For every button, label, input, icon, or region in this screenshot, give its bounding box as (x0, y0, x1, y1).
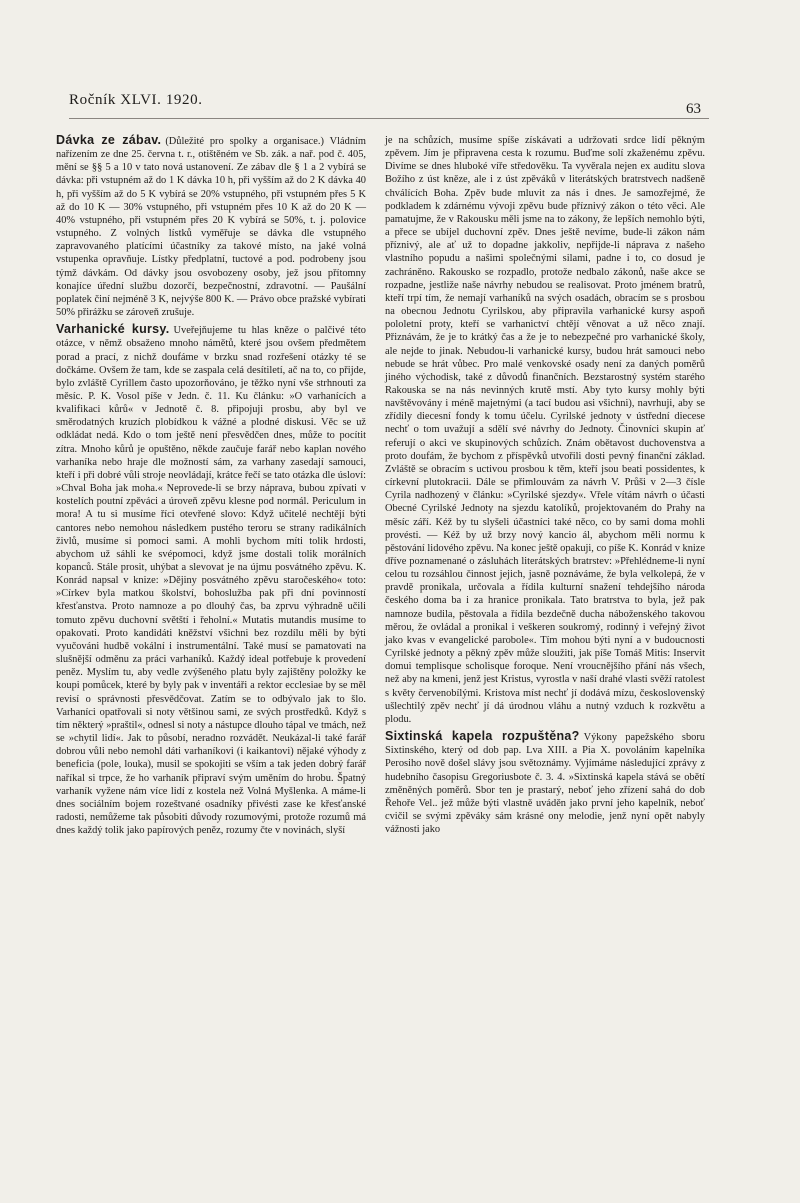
left-column (56, 134, 366, 837)
article-body: Uveřejňujeme tu hlas kněze o palčivé této otázce, v němž obsaženo mnoho námětů, které jsou ovšem předmětem porad a prací, z nichž doufáme v brzku snad rozřešení otázky té se dočkáme. Ovšem že tam, kde se zaspala celá desítiletí, ač na to, co přijde, bylo zvláště Cyrillem často upozorňováno, je těžko nyní vše strhnouti za měsíc. P. K. Vosol píše v Jedn. č. 11. Ku článku: »O varhanících a kvalifikaci kůrů« v Jednotě č. 8. připojuji prosbu, aby byl ve směrodatných kruzích plobídkou k vážné a plodné diskusi. Věc se už odkládat nedá. Kdo o tom ještě není přesvědčen dnes, může to pocítit zítra. Mnoho kůrů je opuštěno, někde zaučuje farář nebo kaplan nového varhaníka nebo hraje dle možností sám, za varhany zasedají samouci, kteří i při dobré vůli stroje neovládají, krátce řečí se tato otázka dle úsloví: »Chval Boha jak moha.« Neprovede-li se brzy náprava, bubou zpívati v kostelích poutní zpěváci a úroveň zpěvu klesne pod normál. Periculum in mora! A tu si musíme říci otevřené slovo: Když učitelé nechtějí býti cantores nebo nemohou následkem pustého teroru se strany radikálních živlů, musíme si pomoci sami. A mohli bychom míti tolik hrdosti, abychom už sáhli ke svépomoci, když jsme dostali tolik morálních kopanců. Stále prosit, uhýbat a slevovat je na újmu posvátného zpěvu. K. Konrád napsal v knize: »Dějiny posvátného zpěvu staročeského« toto: »Církev byla matkou školství, bohoslužba pak při dní povinností křesťanstva. Proto namnoze a po dlouhý čas, ba zprvu výhradně učili tomuto zpěvu duchovní světští i řeholní.« Mutatis mutandis musíme to opakovati. Proto kandidáti kněžství všichni bez rozdílu měli by býti vyučováni hudbě vokální i instrumentální. Také musí se pamatovati na slušnější odměnu za práci varhaníků. Každý ideal potřebuje k provedení peněz. Myslím tu, aby vedle zvýšeného platu byly zajištěny položky ke koupi pomůcek, které by byly pak v inventáři a rektor ecclesiae by se měl revisí o správnosti přesvědčovat. Zatím se to odbývalo jak to šlo. Varhaníci opatřovali si noty většinou sami, ze svých prostředků. Když s tím některý »praštil«, odnesl si noty a nástupce dlouho tápal ve tmách, než se »chytil lidí«. Jak to působí, neradno rozvádět. Neukázal-li také farář dobrou vůli nebo nemohl dáti varhaníkovi (i kaikantovi) nějaké výhody z beneficia (pole, louka), musil se spokojiti se vším a tak jeden dobrý farář naříkal si trpce, že ho varhaník připraví svým uměním do hrobu. Špatný varhaník vyžene nám více lidí z kostela než Volná Myšlenka. A máme-li dnes sociálním bojem rozeštvané osadníky přivésti zase ke křesťanské radosti, nemůžeme tak působiti důvody rozumovými, protože rozumů má dnes každý tolik jako papírových peněz, rozumy čte v novinách, slyší (56, 325, 366, 837)
article-continuation (385, 134, 705, 726)
article-body: je na schůzích, musíme spíše získávati a udržovati srdce lidí pěkným zpěvem. Jím je připravena cesta k rozumu. Buďme solí zkaženému zpěvu. Divíme se dnes hluboké víře středověku. Ta vyvěrala nejen ex auditu slova Božího z úst kněze, ale i z úst zpěváků v literátských bratrstvech nadšeně chválících Boha. Zpěv bude mluvit za nás i dnes. Je samozřejmé, že podkladem k zdárnému vývoji zpěvu bude příznivý zákon o této věci. Ale pamatujme, že v Rakousku měli jsme na to zákony, že lepších nemohlo býti, a přece se ubíjel duchovní zpěv. Dnes ještě nevíme, bude-li zákon nám příznivý, ale ať už to dopadne jakkoliv, nepřijde-li náprava z našeho vlastního popudu a našimi společnými silami, padne i to, co dosud je zachráněno. Rakousko se rozpadlo, protože nedbalo zákonů, naše akce se rozpadne, jestliže naše návrhy nebudou se realisovat. Proto jménem bratrů, kteří trpí tím, že nemají varhaníků na svých osadách, obracím se s prosbou na obecnou Jednotu Cyrilskou, aby připravila varhanické kursy aspoň pololetní proty, kteří se varhanictví chtějí věnovat a už něco znají. Přiznávám, že je to krátký čas a že je to nebezpečné pro varhanické školy, ale nejde to jinak. Nebudou-li varhanické kursy, budou hrát samouci nebo nebude se hrát vůbec. Pro malé venkovské osady není za daných poměrů jiného východisk, také z důvodů finančních. Bezstarostný systém starého Rakouska se na nás nevinných krutě mstí. Aby tyto kursy mohly býti navštěvovány i méně majetnými (a tací budou asi všichni), navrhuji, aby se zřídily diecesní fondy k tomu účelu. Cyrilské jednoty v ústřední diecese nechť o tom uvažují a sdělí své návrhy do Jednoty. Činovníci skupin ať referují o akci ve skupinových schůzích. Znám obětavost duchovenstva a proto doufám, že bychom z příspěvků utvořili dosti pevný finanční základ. Zvláště se obracím s uctivou prosbou k těm, kteří jsou beati possidentes, k církevní plutokracii. Dále se přimlouvám za návrh V. Průši v 2—3 čísle Cyrila nadhozený v článku: »Cyrilské sjezdy«. Vřele vítám návrh o účasti Obecné Cyrilské Jednoty na sjezdu katolíků, projektovaném do Prahy na měsíc září. Kéž by tu slyšeli účastníci také něco, co by sami doma mohli provésti. — Kéž by už brzy nový kancio ál, abychom měli normu k pěstování lidového zpěvu. Na konec ještě opakuji, co píše K. Konrád v knize dříve poznamenané o zásluhách literátských bratrstev: »Přehlédneme-li nyní celou tu rozsáhlou činnost jejich, jasně poznáváme, že byla velkolepá, že v pravdě pronikala, určovala a řídila kulturní snažení tehdejšího národa českého doma ba i za hranice pronikala. Tato bratrstva to byla, jež pak namnoze budila, pěstovala a řídila bezdečně ducha náboženského takovou měrou, že ovládal a pronikal i veškeren soukromý, rodinný i veřejný život jako kvas v evangelické parobole«. Tím mohou býti nyní a v budoucnosti Cyrilské jednoty a pěkný zpěv může sloužiti, jak píše Tomáš Mitis: Inservit domui templisque scholisque foroque. Není vroucnějšího přání nás všech, než aby na kmeni, jenž jest Kristus, vyrostla v naší drahé vlasti svěží ratolest s květy červenobílými. Kristova míst nechť jí dodává mízu, československý ušlechtilý zpěv nechť jí dá úrodnou vláhu a nutný vzduch k rozkvětu a plodu. (385, 135, 705, 725)
article-sistine-chapel (385, 730, 705, 836)
article-body: (Důležité pro spolky a organisace.) Vládním nařízením ze dne 25. června t. r., otištěném ve Sb. zák. a nař. pod č. 405, mění se §§ 5 a 10 v tato nová ustanovení. Ze zábav dle § 1 a 2 vybírá se dávka: při vstupném až do 1 K dávka 10 h, při vyšším až do 2 K dávka 40 h, při vyšším až do 5 K vybírá se 20% vstupného, při vstupném přes 5 K až do 10 K — 30% vstupného, při vstupném přes 10 K až do 20 K — 40% vstupného, při vstupném přes 20 K vybírá se 50%, t. j. polovice vstupného. Z volných lístků vyměřuje se dávka dle vstupného zapravovaného platícími účastníky za takové místo, na jaké volná vstupenka opravňuje. Lístky předplatní, tuctové a pod. podrobeny jsou týmž dávkám. Od dávky jsou osvobozeny osoby, jež jsou přítomny konajíce úřední službu dozorčí, bezpečnostní, zdravotní. — Paušální poplatek činí nejméně 3 K, nejvýše 800 K. — Právo obce pražské vybírati 50% přirážku se zároveň zrušuje. (56, 136, 366, 319)
article-heading: Sixtinská kapela rozpuštěna? (385, 729, 580, 744)
right-column (385, 134, 705, 836)
article-organ-courses (56, 323, 366, 837)
article-body: Výkony papežského sboru Sixtinského, který od dob pap. Lva XIII. a Pia X. povoláním kapelníka Perosiho nově došel slávy jsou světoznámy. Vyjímáme následující zprávy z hudebního časopisu Gregoriusbote č. 3. 4. »Sixtinská kapela stává se obětí změněných poměrů. Sbor ten je prastarý, neboť jeho zřízení sahá do dob Řehoře Vel.. jež může býti vlastně uváděn jako první jeho kapelník, neboť cvičil se svými zpěváky sám krásné ony melodie, jenž nyní opět nabyly vážnosti jako (385, 732, 705, 836)
volume-header: Ročník XLVI. 1920. (69, 92, 203, 108)
article-heading: Dávka ze zábav. (56, 133, 162, 147)
article-heading: Varhanické kursy. (56, 322, 170, 337)
page-number: 63 (686, 101, 701, 117)
article-fee-on-entertainment (56, 134, 366, 319)
header-rule (69, 118, 709, 119)
